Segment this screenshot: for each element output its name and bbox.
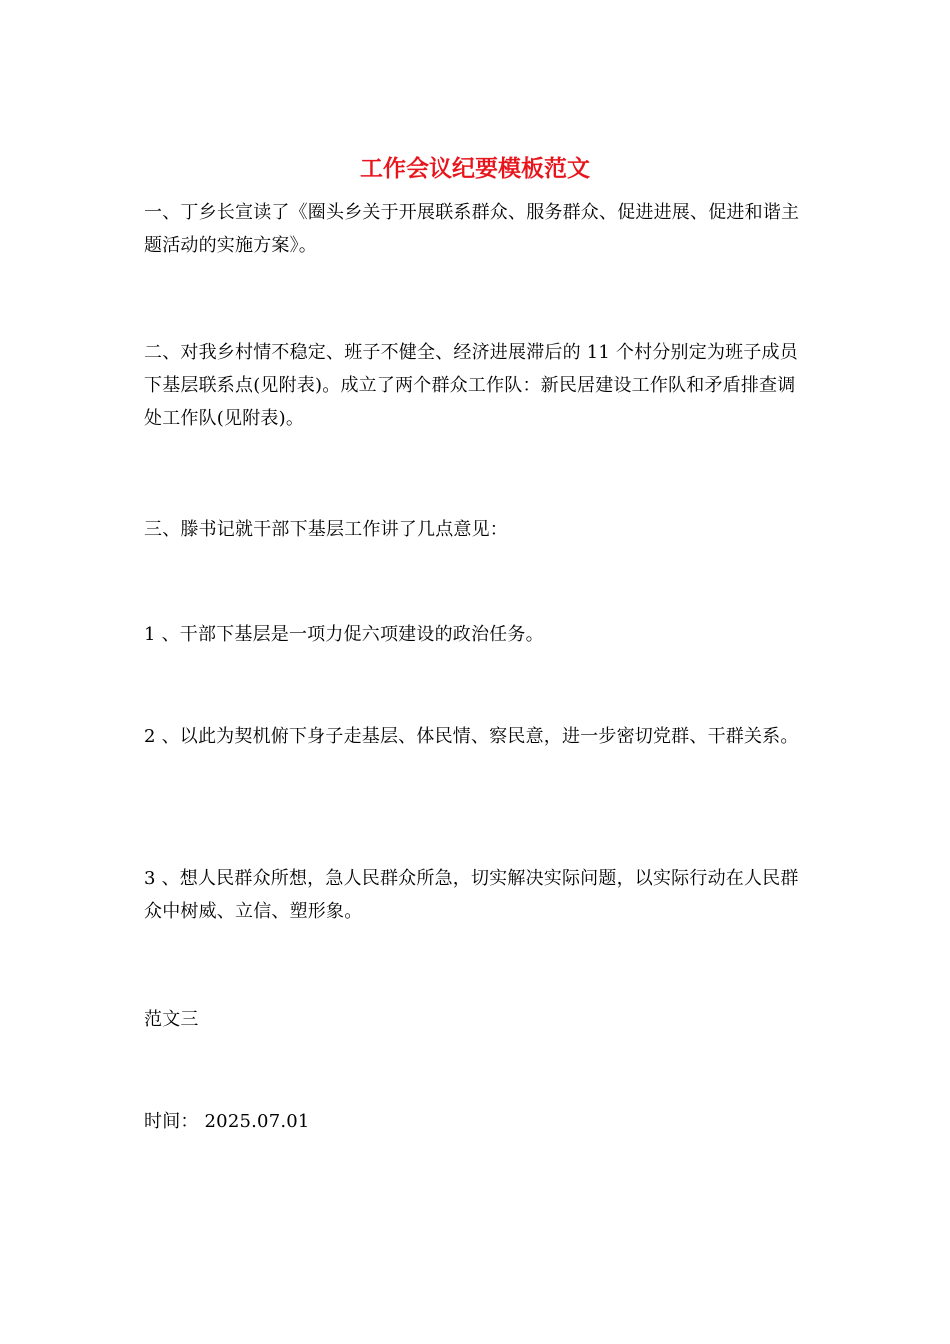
paragraph-1: 一、丁乡长宣读了《圈头乡关于开展联系群众、服务群众、促进进展、促进和谐主题活动的实施方案》。	[144, 202, 800, 256]
paragraph-6: 3 、想人民群众所想，急人民群众所急，切实解决实际问题，以实际行动在人民群众中树威、立信、塑形象。	[144, 868, 799, 922]
paragraph-4: 1 、干部下基层是一项力促六项建设的政治任务。	[144, 624, 544, 645]
meeting-time: 时间： 2025.07.01	[144, 1111, 310, 1132]
document-title: 工作会议纪要模板范文	[360, 155, 590, 182]
section-heading: 范文三	[144, 1009, 199, 1030]
paragraph-5: 2 、以此为契机俯下身子走基层、体民情、察民意，进一步密切党群、干群关系。	[144, 726, 799, 747]
paragraph-3: 三、滕书记就干部下基层工作讲了几点意见：	[144, 519, 508, 540]
paragraph-2: 二、对我乡村情不稳定、班子不健全、经济进展滞后的 11 个村分别定为班子成员下基层联系点(见附表)。成立了两个群众工作队：新民居建设工作队和矛盾排查调处工作队(见附表)。	[144, 342, 798, 429]
